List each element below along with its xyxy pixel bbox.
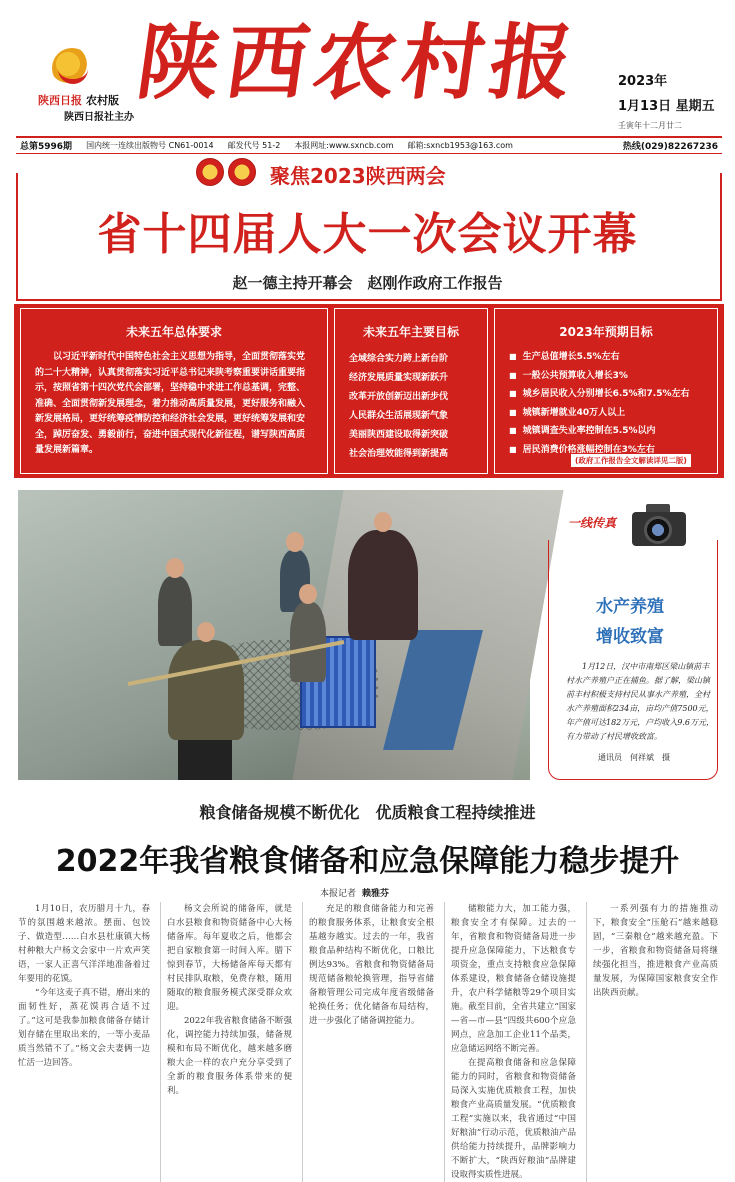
fisherman (158, 576, 192, 646)
article-paragraph: “今年这麦子真不错，磨出来的面韧性好，蒸花馍再合适不过了。”这可是我参加粮食储备存储计划存储在里取出来的，一等小麦品质当然错不了。”杨文会夫妻俩一边忙活一边回答。 (18, 988, 150, 1068)
article-paragraph: 储粮能力大，加工能力强，粮食安全才有保障。过去的一年，省粮食和物资储备局进一步提升应急保障能力，下达粮食专项资金，重点支持粮食应急保障体系建设，粮食储备仓储设施提升，农户科学储粮等29个项目实施。截至目前，全省共建立“国家—省—市—县”四级共600个应急网点，应急加工企业11个品类，应急储运网络不断完善。 (451, 904, 576, 1054)
hotline: 热线(029)82267236 (622, 142, 718, 152)
website-link[interactable]: 本报网址:www.sxncb.com (294, 141, 394, 150)
info-bar (16, 136, 722, 154)
newspaper-logo-icon (52, 48, 92, 88)
national-emblem-icon (196, 158, 224, 186)
article-column (160, 902, 292, 1182)
panel-overall-requirements (20, 308, 328, 474)
photo-section-label: 一线传真 (568, 516, 617, 530)
goal-line: 美丽陕西建设取得新突破 (349, 430, 449, 440)
cppcc-emblem-icon (228, 158, 256, 186)
date-box (618, 70, 728, 131)
panel-body: 以习近平新时代中国特色社会主义思想为指导，全面贯彻落实党的二十大精神，认真贯彻落实习近平总书记来陕考察重要讲话重要指示，按照省第十四次党代会部署，坚持稳中求进工作总基调，完整、准确、全面贯彻新发展理念，着力推动高质量发展，更好服务和融入新发展格局，更好统筹疫情防控和经济社会发展，更好统筹发展和安全，踔厉奋发、勇毅前行，奋进中国式现代化新征程，谱写陕西高质量发展新篇章。 (35, 352, 306, 455)
article-body (18, 902, 718, 1180)
fishing-photo (18, 490, 530, 780)
report-note[interactable]: (政府工作报告全文解读详见二版) (571, 454, 691, 467)
date-day: 1月13日 星期五 (618, 99, 715, 114)
brand-script: 陕西日报 (38, 94, 82, 107)
panel-title: 未来五年主要目标 (362, 325, 459, 339)
target-item: ■ 城乡居民收入分别增长6.5%和7.5%左右 (509, 385, 717, 404)
target-item: ■ 城镇调查失业率控制在5.5%以内 (509, 422, 717, 441)
article-column (444, 902, 576, 1182)
photo-caption: 1月12日，汉中市南郑区梁山镇前丰村水产养殖户正在捕鱼。据了解，梁山镇前丰村积极支持村民从事水产养殖，全村水产养殖面积234亩，亩均产值7500元，年产值可达182万元，户均收入9.6万元，有力带动了村民增收致富。 (566, 662, 714, 741)
photo-title[interactable] (560, 592, 700, 652)
byline-name: 赖雅芬 (362, 889, 390, 899)
main-headline[interactable]: 省十四届人大一次会议开幕 (97, 209, 638, 260)
goal-line: 社会治理效能得到新提高 (349, 449, 449, 459)
fisherman (168, 640, 244, 740)
target-item: ■ 一般公共预算收入增长3% (509, 367, 717, 386)
edition-label: 农村版 (86, 94, 119, 107)
cn-number: 国内统一连续出版物号 CN61-0014 (86, 141, 214, 150)
target-list (495, 340, 717, 459)
email-link[interactable]: 邮箱:sxncb1953@163.com (407, 141, 513, 150)
article-paragraph: 在提高粮食储备和应急保障能力的同时，省粮食和物资储备局深入实施优质粮食工程，加快粮食产业高质量发展。“优质粮食工程”实施以来，我省通过“中国好粮油”行动示范，优质粮油产品供给能力持续提升，品牌影响力不断扩大，“陕西好粮油”品牌建设取得实质性进展。 (451, 1058, 576, 1180)
article-paragraph: 2022年我省粮食储备不断强化，调控能力持续加强，储备规模和布局不断优化，越来越多磨粮大企一样的农户充分享受到了全新的粮食服务体系带来的便利。 (167, 1016, 292, 1096)
panel-body (335, 340, 487, 464)
goals-panels (14, 304, 724, 478)
article-headline[interactable]: 2022年我省粮食储备和应急保障能力稳步提升 (55, 844, 680, 879)
panel-2023-targets (494, 308, 718, 474)
photo-credit: 通讯员 何祥斌 摄 (598, 753, 670, 762)
target-item: ■ 城镇新增就业40万人以上 (509, 404, 717, 423)
article-paragraph: 一系列强有力的措施推动下，粮食安全“压舱石”越来越稳固，“三秦粮仓”越来越充盈。下一步，省粮食和物资储备局将继续强化担当，推进粮食产业高质量发展，为保障国家粮食安全作出陕西贡献。 (593, 904, 718, 998)
fisherman (290, 602, 326, 682)
goal-line: 改革开放创新迈出新步伐 (349, 392, 449, 402)
article-kicker: 粮食储备规模不断优化 优质粮食工程持续推进 (199, 803, 536, 822)
target-item: ■ 生产总值增长5.5%左右 (509, 348, 717, 367)
article-column (18, 902, 150, 1182)
article-paragraph: 1月10日，农历腊月十九，春节的氛围越来越浓。摆面、包饺子、做造型……白水县杜康镇大杨村种粮大户杨文会家中一片欢声笑语，一家人正喜气洋洋地准备着过年要用的花馍。 (18, 904, 150, 984)
photo-title-line: 增收致富 (596, 627, 664, 647)
brand-line (38, 92, 119, 108)
panel-main-goals (334, 308, 488, 474)
article-paragraph: 充足的粮食储备能力和完善的粮食服务体系，让粮食安全根基越夯越实。过去的一年，我省粮食品种结构不断优化，口粮比例达93%。省粮食和物资储备局规范储备粮轮换管理，指导省储备粮管理公司完成年度省级储备轮换任务；优化储备布局结构，进一步强化了储备调控能力。 (309, 904, 434, 1026)
byline-role: 本报记者 (320, 889, 357, 899)
main-subhead: 赵一德主持开幕会 赵刚作政府工作报告 (232, 274, 503, 292)
article-column (302, 902, 434, 1182)
goal-line: 经济发展质量实现新跃升 (349, 373, 449, 383)
postal-code: 邮发代号 51-2 (227, 141, 281, 150)
date-lunar: 壬寅年十二月廿二 (618, 121, 682, 130)
publisher-label: 陕西日报社主办 (64, 112, 134, 123)
article-byline (320, 886, 389, 899)
goal-line: 人民群众生活展现新气象 (349, 411, 449, 421)
goal-line: 全域综合实力跨上新台阶 (349, 354, 449, 364)
masthead (0, 0, 735, 138)
fisherman (348, 530, 418, 640)
article-paragraph: 杨文会所说的储备库，就是白水县粮食和物资储备中心大杨储备库。每年夏收之后，他都会把自家粮食第一时间入库。腊下惊到春节，大杨储备库每天都有村民排队取粮，免费存粮，随用随取的粮食服务模式深受群众欢迎。 (167, 904, 292, 1012)
target-item: ■ 居民消费价格涨幅控制在3%左右 (509, 441, 717, 460)
panel-title: 未来五年总体要求 (125, 325, 222, 339)
photo-title-line: 水产养殖 (596, 597, 664, 617)
panel-title: 2023年预期目标 (559, 325, 653, 339)
focus-title: 聚焦2023陕西两会 (262, 160, 454, 189)
paper-name: 陕西农村报 (131, 15, 585, 111)
article-column (586, 902, 718, 1182)
date-year: 2023年 (618, 74, 668, 89)
issue-number: 总第5996期 (20, 142, 73, 152)
